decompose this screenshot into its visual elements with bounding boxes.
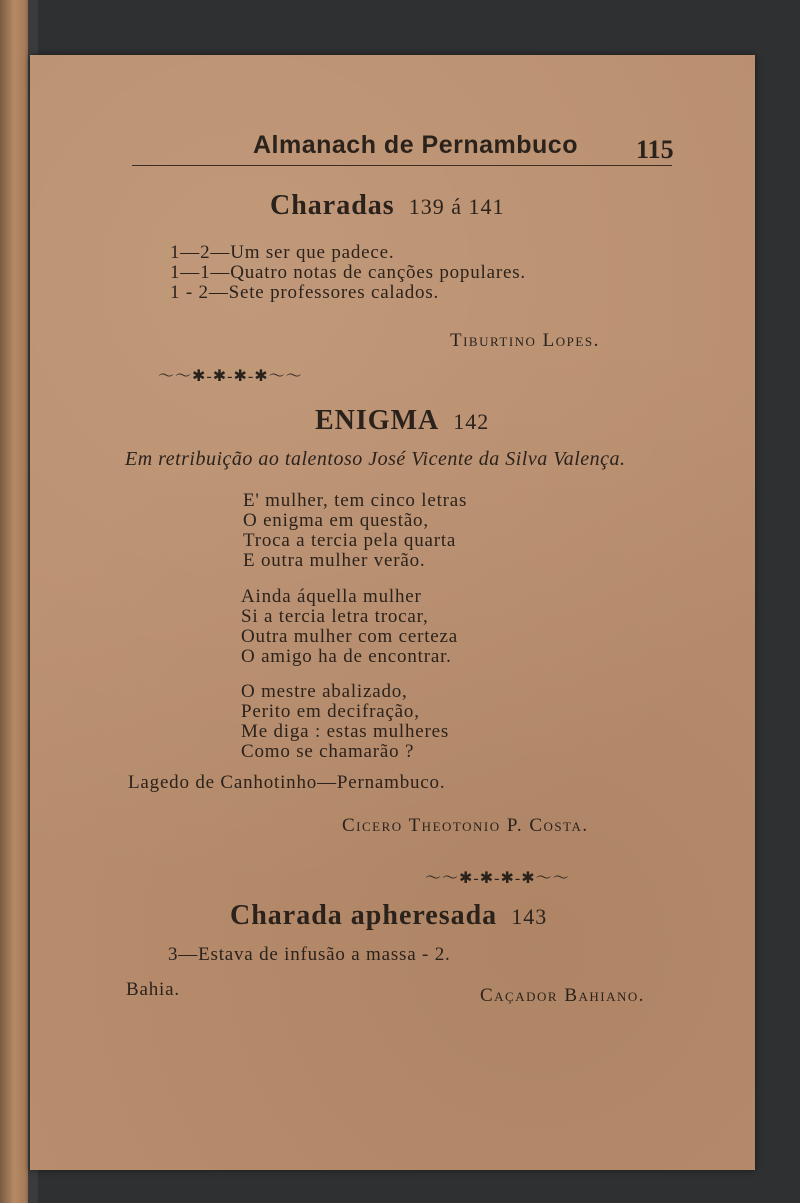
enigma-s1-l3: Troca a tercia pela quarta [243,530,457,551]
enigma-s1-l1: E' mulher, tem cinco letras [243,490,468,511]
enigma-title: ENIGMA [315,405,440,436]
charadas-author: Tiburtino Lopes. [450,330,600,351]
enigma-s1-l4: E outra mulher verão. [243,550,426,571]
enigma-s2-l1: Ainda áquella mulher [241,586,422,607]
apheresada-place: Bahia. [126,979,180,1000]
book-page [30,55,755,1170]
charada-line-2: 1—1—Quatro notas de canções populares. [170,262,526,283]
apheresada-number: 143 [511,904,548,929]
enigma-number: 142 [453,409,490,434]
page-number: 115 [636,135,674,164]
enigma-s1-l2: O enigma em questão, [243,510,429,531]
apheresada-author: Caçador Bahiano. [480,985,646,1006]
enigma-s3-l2: Perito em decifração, [241,701,420,722]
ornament-divider-1: 〜〜✱-✱-✱-✱〜〜 [158,368,303,385]
enigma-heading [315,405,489,437]
ornament-divider-2: 〜〜✱-✱-✱-✱〜〜 [425,870,570,887]
enigma-s3-l3: Me diga : estas mulheres [241,721,450,742]
charadas-heading [270,190,504,222]
charada-line-3: 1 - 2—Sete professores calados. [170,282,440,303]
apheresada-heading [230,900,547,932]
apheresada-line: 3—Estava de infusão a massa - 2. [168,944,451,965]
header-rule [132,165,672,166]
enigma-s2-l4: O amigo ha de encontrar. [241,646,452,667]
enigma-dedication: Em retribuição ao talentoso José Vicente da Silva Valença. [125,448,626,470]
enigma-author: Cicero Theotonio P. Costa. [342,815,589,836]
enigma-s2-l2: Si a tercia letra trocar, [241,606,429,627]
enigma-s3-l4: Como se chamarão ? [241,741,415,762]
charadas-title: Charadas [270,190,395,221]
charada-line-1: 1—2—Um ser que padece. [170,242,395,263]
enigma-s2-l3: Outra mulher com certeza [241,626,459,647]
running-head-title: Almanach de Pernambuco [253,131,578,159]
charadas-numbers: 139 á 141 [408,194,505,219]
enigma-s3-l1: O mestre abalizado, [241,681,408,702]
apheresada-title: Charada apheresada [230,900,498,931]
enigma-place: Lagedo de Canhotinho—Pernambuco. [128,772,446,793]
